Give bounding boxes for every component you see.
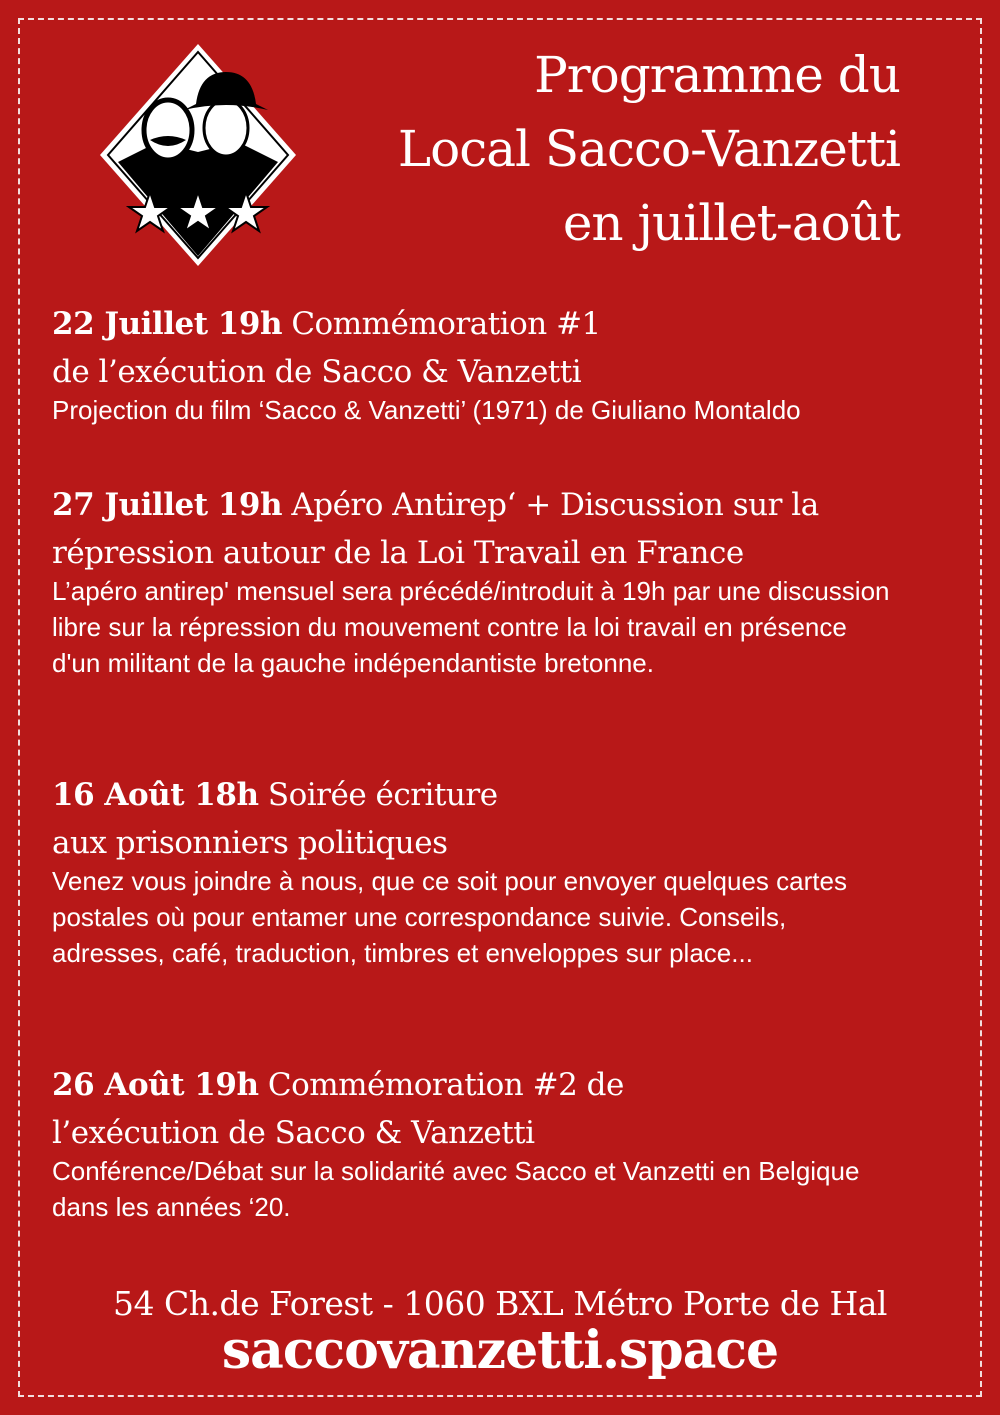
event-description: Conférence/Débat sur la solidarité avec Sacco et Vanzetti en Belgique dans les années ‘20.	[52, 1156, 860, 1222]
title-line: Local Sacco-Vanzetti	[397, 120, 900, 178]
title-line: en juillet-août	[562, 194, 900, 252]
event-item	[52, 1061, 962, 1225]
event-heading	[52, 1061, 962, 1157]
sacco-vanzetti-logo-icon	[98, 42, 298, 268]
event-title: l’exécution de Sacco & Vanzetti	[52, 1115, 535, 1151]
event-title: Commémoration #2 de	[258, 1067, 624, 1103]
event-date: 16 Août 18h	[52, 777, 259, 813]
event-description: L’apéro antirep' mensuel sera précédé/introduit à 19h par une discussion libre sur la répression du mouvement contre la loi travail en présence d'un militant de la gauche indépendantiste bretonne.	[52, 576, 890, 678]
event-item	[52, 771, 962, 971]
event-item	[52, 300, 962, 428]
event-title: de l’exécution de Sacco & Vanzetti	[52, 354, 582, 390]
event-heading	[52, 481, 962, 577]
page-title	[398, 38, 900, 260]
event-date: 22 Juillet 19h	[52, 306, 282, 342]
event-description: Projection du film ‘Sacco & Vanzetti’ (1971) de Giuliano Montaldo	[52, 395, 801, 425]
event-title: Commémoration #1	[281, 306, 601, 342]
event-item	[52, 481, 962, 681]
event-heading	[52, 771, 962, 867]
event-date: 26 Août 19h	[52, 1067, 259, 1103]
event-title: aux prisonniers politiques	[52, 825, 448, 861]
website-link[interactable]: saccovanzetti.space	[221, 1320, 779, 1381]
event-heading	[52, 300, 962, 396]
event-title: Apéro Antirep‘ + Discussion sur la	[281, 487, 819, 523]
event-description: Venez vous joindre à nous, que ce soit pour envoyer quelques cartes postales où pour entamer une correspondance suivie. Conseils, adresses, café, traduction, timbres et enveloppes sur place...	[52, 866, 847, 968]
title-line: Programme du	[534, 46, 900, 104]
address: 54 Ch.de Forest - 1060 BXL Métro Porte de Hal	[113, 1284, 887, 1323]
event-title: Soirée écriture	[258, 777, 498, 813]
event-date: 27 Juillet 19h	[52, 487, 282, 523]
event-title: répression autour de la Loi Travail en France	[52, 535, 744, 571]
